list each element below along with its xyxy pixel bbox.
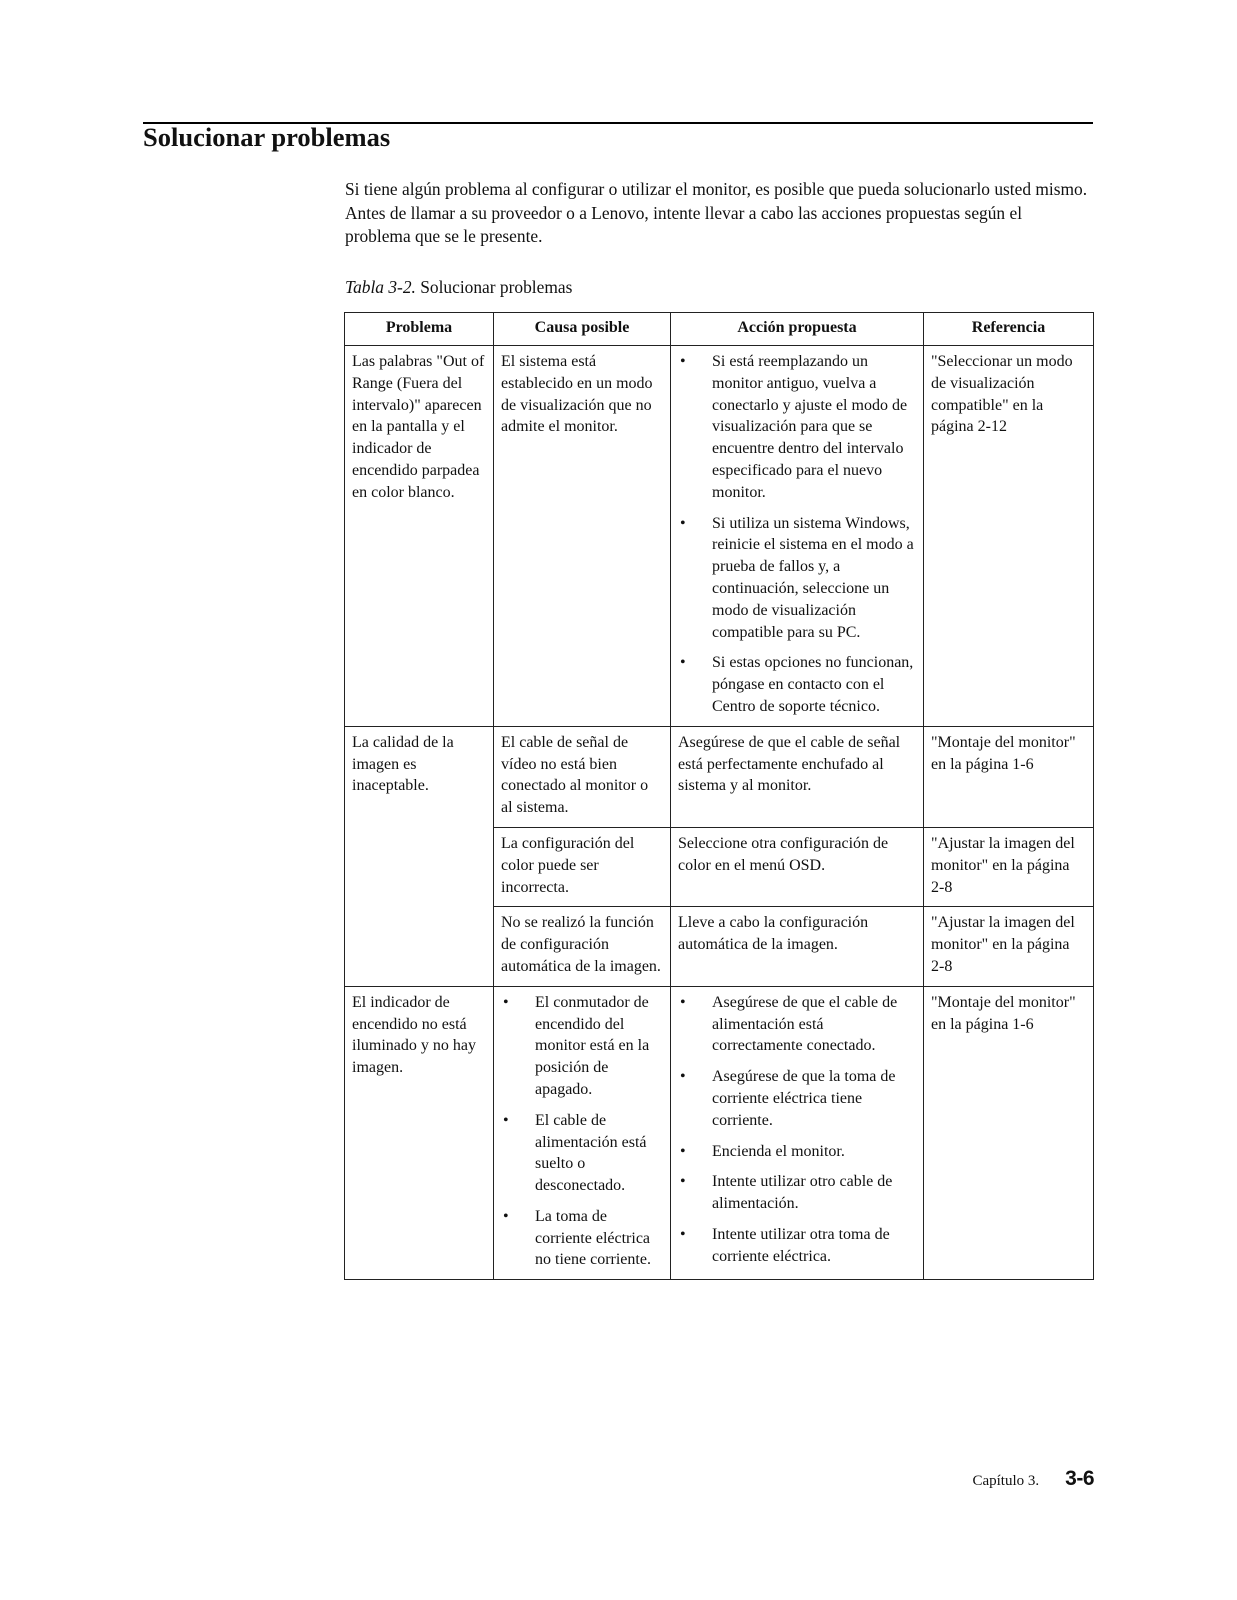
problem-cell: La calidad de la imagen es inaceptable.: [345, 726, 494, 986]
reference-cell: "Ajustar la imagen del monitor" en la página 2-8: [924, 907, 1094, 986]
table-row: [345, 986, 1094, 1280]
table-caption-text: Solucionar problemas: [415, 277, 573, 297]
list-item: • Encienda el monitor.: [678, 1141, 916, 1163]
page-footer: [972, 1467, 1094, 1491]
action-cell: Seleccione otra configuración de color en el menú OSD.: [671, 827, 924, 906]
cause-cell: No se realizó la función de configuración automática de la imagen.: [494, 907, 671, 986]
action-cell: Asegúrese de que el cable de señal está perfectamente enchufado al sistema y al monitor.: [671, 726, 924, 827]
header-reference: Referencia: [924, 313, 1094, 346]
header-action: Acción propuesta: [671, 313, 924, 346]
page-number: 3-6: [1065, 1467, 1094, 1490]
action-cell: Lleve a cabo la configuración automática de la imagen.: [671, 907, 924, 986]
list-item: • Intente utilizar otro cable de alimentación.: [678, 1171, 916, 1215]
list-item: • El conmutador de encendido del monitor está en la posición de apagado.: [501, 992, 663, 1101]
table-caption-label: Tabla 3-2.: [345, 277, 416, 297]
list-item: • Si estas opciones no funcionan, póngase en contacto con el Centro de soporte técnico.: [678, 652, 916, 717]
list-item: • Si utiliza un sistema Windows, reinicie el sistema en el modo a prueba de fallos y, a continuación, seleccione un modo de visualización compatible para su PC.: [678, 513, 916, 644]
list-item: • Si está reemplazando un monitor antiguo, vuelva a conectarlo y ajuste el modo de visualización para que se encuentre dentro del intervalo especificado para el nuevo monitor.: [678, 351, 916, 504]
list-item: • Asegúrese de que la toma de corriente eléctrica tiene corriente.: [678, 1066, 916, 1131]
list-item: • Asegúrese de que el cable de alimentación está correctamente conectado.: [678, 992, 916, 1057]
footer-chapter: Capítulo 3.: [972, 1473, 1040, 1489]
table-row: [345, 726, 1094, 827]
action-list: [678, 351, 916, 718]
table-header-row: [345, 313, 1094, 346]
action-cell: [671, 986, 924, 1280]
list-item: • Intente utilizar otra toma de corriente eléctrica.: [678, 1224, 916, 1268]
cause-list: [501, 992, 663, 1272]
intro-paragraph: Si tiene algún problema al configurar o utilizar el monitor, es posible que pueda solucionarlo usted mismo. Antes de llamar a su proveedor o a Lenovo, intente llevar a cabo las acciones propuestas según el problema que se le presente.: [345, 179, 1088, 246]
cause-cell: La configuración del color puede ser incorrecta.: [494, 827, 671, 906]
reference-cell: "Ajustar la imagen del monitor" en la página 2-8: [924, 827, 1094, 906]
header-problem: Problema: [345, 313, 494, 346]
cause-cell: El sistema está establecido en un modo de visualización que no admite el monitor.: [494, 346, 671, 727]
problem-cell: Las palabras "Out of Range (Fuera del intervalo)" aparecen en la pantalla y el indicador de encendido parpadea en color blanco.: [345, 346, 494, 727]
page-title: Solucionar problemas: [143, 122, 391, 152]
reference-cell: "Seleccionar un modo de visualización compatible" en la página 2-12: [924, 346, 1094, 727]
action-list: [678, 992, 916, 1268]
troubleshooting-table: [344, 312, 1094, 1280]
cause-cell: [494, 986, 671, 1280]
table-row: [345, 346, 1094, 727]
action-cell: [671, 346, 924, 727]
reference-cell: "Montaje del monitor" en la página 1-6: [924, 726, 1094, 827]
list-item: • El cable de alimentación está suelto o desconectado.: [501, 1110, 663, 1197]
list-item: • La toma de corriente eléctrica no tiene corriente.: [501, 1206, 663, 1271]
cause-cell: El cable de señal de vídeo no está bien conectado al monitor o al sistema.: [494, 726, 671, 827]
problem-cell: El indicador de encendido no está iluminado y no hay imagen.: [345, 986, 494, 1280]
header-cause: Causa posible: [494, 313, 671, 346]
reference-cell: "Montaje del monitor" en la página 1-6: [924, 986, 1094, 1280]
table-caption: [345, 276, 572, 299]
